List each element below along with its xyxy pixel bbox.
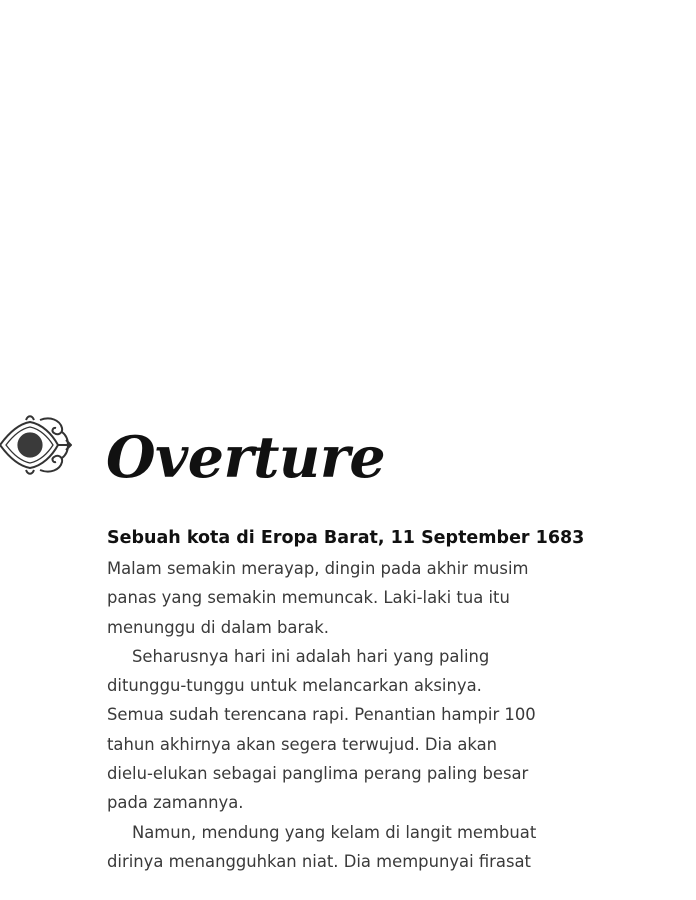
text-line: Semua sudah terencana rapi. Penantian hampir 100 xyxy=(107,705,536,725)
text-line: menunggu di dalam barak. xyxy=(107,617,329,637)
text-line: tahun akhirnya akan segera terwujud. Dia akan xyxy=(107,734,498,754)
page-number-ornament xyxy=(0,414,72,866)
text-line: panas yang semakin memuncak. Laki-laki tua itu xyxy=(107,588,510,608)
page-number: 10 xyxy=(21,852,39,866)
text-line: dirinya menangguhkan niat. Dia mempunyai firasat xyxy=(107,851,531,871)
body-text xyxy=(107,554,577,876)
chapter-title: Overture xyxy=(106,424,386,491)
paragraph-start-line: Namun, mendung yang kelam di langit membuat xyxy=(132,822,537,842)
text-line: ditunggu-tunggu untuk melancarkan aksinya. xyxy=(107,676,482,696)
ornament-frame-icon xyxy=(0,414,72,476)
section-heading: Sebuah kota di Eropa Barat, 11 September 1683 xyxy=(107,528,585,548)
paragraph-start-line: Seharusnya hari ini adalah hari yang paling xyxy=(132,646,490,666)
text-line: dielu-elukan sebagai panglima perang paling besar xyxy=(107,764,529,784)
text-line: Malam semakin merayap, dingin pada akhir musim xyxy=(107,559,529,578)
text-line: pada zamannya. xyxy=(107,793,244,813)
